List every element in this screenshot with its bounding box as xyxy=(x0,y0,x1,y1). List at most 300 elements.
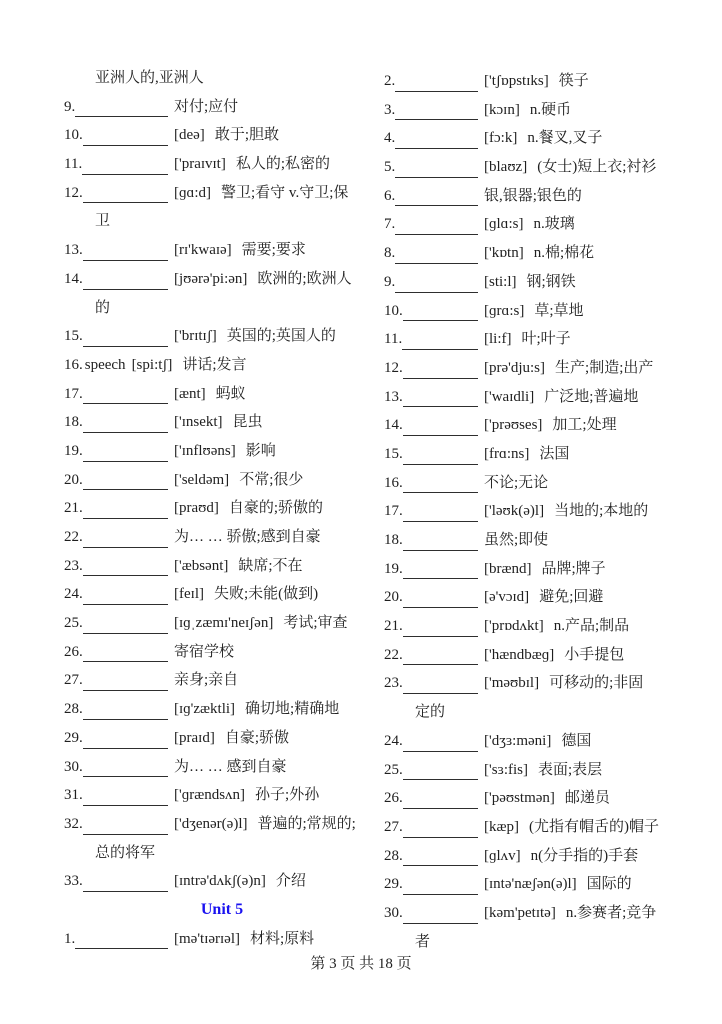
number-and-blank xyxy=(384,497,478,526)
phonetic-transcription: [kæp] xyxy=(484,818,519,835)
answer-blank-line xyxy=(403,863,478,866)
phonetic-transcription: ['kɒtn] xyxy=(484,245,524,262)
phonetic-transcription: [frɑ:ns] xyxy=(484,445,530,462)
vocab-item xyxy=(64,925,380,954)
vocab-item xyxy=(64,580,380,609)
chinese-definition: 自豪;骄傲 xyxy=(224,729,289,746)
chinese-definition: 需要;要求 xyxy=(241,242,306,259)
phonetic-transcription: [praʊd] xyxy=(174,500,219,517)
answer-blank-line xyxy=(83,459,168,462)
phonetic-transcription: [brænd] xyxy=(484,560,532,577)
chinese-definition: 材料;原料 xyxy=(250,930,315,947)
item-number: 13. xyxy=(384,388,403,405)
phonetic-transcription: [jʊərə'pi:ən] xyxy=(174,270,248,287)
number-and-blank xyxy=(384,641,478,670)
chinese-definition: 筷子 xyxy=(558,73,589,89)
number-and-blank xyxy=(384,383,478,412)
vocab-item xyxy=(384,727,718,756)
answer-blank-line xyxy=(395,261,478,264)
chinese-definition: 考试;审查 xyxy=(283,615,348,632)
item-number: 25. xyxy=(384,761,403,778)
item-number: 14. xyxy=(64,270,83,287)
chinese-definition: (女士)短上衣;衬衫 xyxy=(537,159,657,176)
answer-blank-line xyxy=(83,143,168,146)
vocab-item xyxy=(64,609,380,638)
phonetic-transcription: [spi:tʃ] xyxy=(131,356,173,373)
phonetic-transcription: [ɪɡ'zæktli] xyxy=(174,701,236,718)
answer-blank-line xyxy=(403,777,478,780)
number-and-blank xyxy=(384,67,478,96)
chinese-definition: 小手提包 xyxy=(564,646,625,663)
chinese-definition: 自豪的;骄傲的 xyxy=(228,500,324,517)
number-and-blank xyxy=(384,842,478,871)
vocab-item xyxy=(384,555,718,584)
answer-blank-line xyxy=(403,376,478,379)
item-number: 20. xyxy=(64,471,83,488)
vocab-item xyxy=(64,810,380,839)
number-and-blank xyxy=(64,781,168,810)
chinese-definition: 确切地;精确地 xyxy=(245,701,340,718)
answer-blank-line xyxy=(83,889,168,892)
chinese-definition: n.硬币 xyxy=(529,101,572,118)
number-and-blank xyxy=(64,380,168,409)
item-number: 7. xyxy=(384,216,396,233)
chinese-definition: 寄宿学校 xyxy=(174,643,235,660)
item-number: 17. xyxy=(64,385,83,402)
item-number: 3. xyxy=(384,101,396,118)
number-and-blank xyxy=(384,268,478,297)
vocab-item xyxy=(384,526,718,555)
vocab-item xyxy=(384,239,718,268)
chinese-definition: 草;草地 xyxy=(534,302,584,319)
phonetic-transcription: ['tʃɒpstɪks] xyxy=(484,73,549,89)
phonetic-transcription: [li:f] xyxy=(484,331,512,348)
item-number: 21. xyxy=(64,500,83,517)
vocab-item xyxy=(384,899,718,928)
chinese-definition: n.玻璃 xyxy=(533,216,575,233)
number-and-blank xyxy=(64,322,168,351)
phonetic-transcription: [ɪɡˌzæmɪ'neɪʃən] xyxy=(174,615,274,632)
answer-blank-line xyxy=(83,803,168,806)
number-and-blank xyxy=(384,411,478,440)
phonetic-transcription: [blaʊz] xyxy=(484,159,528,176)
phonetic-transcription: [ɡlɑ:s] xyxy=(484,216,524,233)
phonetic-transcription: [ænt] xyxy=(174,385,206,402)
vocab-item xyxy=(64,638,380,667)
number-and-blank xyxy=(64,93,168,122)
answer-blank-line xyxy=(403,462,478,465)
item-number: 22. xyxy=(64,529,83,545)
number-and-blank xyxy=(64,523,168,552)
answer-blank-line xyxy=(395,146,478,149)
number-and-blank xyxy=(384,756,478,785)
answer-blank-line xyxy=(83,717,168,720)
number-and-blank xyxy=(64,466,168,495)
answer-blank-line xyxy=(395,290,478,293)
item-number: 18. xyxy=(64,414,83,431)
number-and-blank xyxy=(384,297,478,326)
chinese-definition: 失败;未能(做到) xyxy=(213,586,319,603)
number-and-blank xyxy=(64,638,168,667)
number-and-blank xyxy=(384,469,478,498)
chinese-definition: 生产;制造;出产 xyxy=(555,359,654,376)
chinese-definition: 德国 xyxy=(561,732,592,749)
number-and-blank xyxy=(64,150,168,179)
chinese-definition: 敢于;胆敢 xyxy=(214,127,279,144)
chinese-definition: 普遍的;常规的; xyxy=(257,815,356,832)
chinese-definition: 讲话;发言 xyxy=(182,356,247,373)
number-and-blank xyxy=(384,96,478,125)
number-and-blank xyxy=(384,583,478,612)
vocab-item xyxy=(64,724,380,753)
chinese-definition: 孙子;外孙 xyxy=(255,787,320,804)
vocab-item xyxy=(384,669,718,698)
chinese-definition: 影响 xyxy=(245,442,276,459)
number-and-blank xyxy=(64,724,168,753)
chinese-definition: 不论;无论 xyxy=(484,474,549,491)
number-and-blank xyxy=(64,609,168,638)
vocab-item xyxy=(384,469,718,498)
vocab-item xyxy=(384,612,718,641)
answer-blank-line xyxy=(403,576,478,579)
phonetic-transcription: ['ləʊk(ə)l] xyxy=(484,503,545,520)
answer-blank-line xyxy=(83,487,168,490)
phonetic-transcription: ['prɒdʌkt] xyxy=(484,618,544,635)
item-number: 27. xyxy=(64,672,83,689)
answer-blank-line xyxy=(403,404,478,407)
item-number: 26. xyxy=(64,643,83,660)
answer-blank-line xyxy=(403,892,478,895)
number-and-blank xyxy=(384,325,478,354)
phonetic-transcription: ['praɪvɪt] xyxy=(174,156,226,173)
vocab-item xyxy=(384,268,718,297)
phonetic-transcription: [prə'dju:s] xyxy=(484,359,546,376)
answer-blank-line xyxy=(403,634,478,637)
chinese-definition: 避免;回避 xyxy=(539,589,604,606)
phonetic-transcription: [fɔ:k] xyxy=(484,130,518,147)
chinese-definition: 对付;应付 xyxy=(174,98,239,115)
answer-blank-line xyxy=(83,545,168,548)
number-and-blank xyxy=(384,813,478,842)
phonetic-transcription: ['pəʊstmən] xyxy=(484,790,555,807)
answer-blank-line xyxy=(83,287,168,290)
answer-blank-line xyxy=(83,602,168,605)
vocab-item xyxy=(384,67,718,96)
chinese-definition: 银,银器;银色的 xyxy=(484,187,582,204)
item-number: 29. xyxy=(64,729,83,746)
item-number: 32. xyxy=(64,815,83,832)
vocab-item xyxy=(64,666,380,695)
answer-blank-line xyxy=(83,746,168,749)
phonetic-transcription: [praɪd] xyxy=(174,729,215,746)
vocab-item xyxy=(64,121,380,150)
item-number: 27. xyxy=(384,818,403,835)
phonetic-transcription: [sti:l] xyxy=(484,273,517,290)
chinese-definition: 国际的 xyxy=(586,876,632,893)
vocab-item xyxy=(384,784,718,813)
vocab-item xyxy=(64,523,380,552)
wrapped-definition-line: 亚洲人的,亚洲人 xyxy=(95,70,204,86)
answer-blank-line xyxy=(83,200,168,203)
chinese-definition: 不常;很少 xyxy=(239,471,304,488)
item-number: 23. xyxy=(64,557,83,574)
chinese-definition: 为… … 骄傲;感到自豪 xyxy=(174,529,321,545)
answer-blank-line xyxy=(403,691,478,694)
number-and-blank xyxy=(64,351,126,380)
answer-blank-line xyxy=(83,573,168,576)
chinese-definition: 亲身;亲自 xyxy=(174,672,239,689)
number-and-blank xyxy=(64,437,168,466)
number-and-blank xyxy=(384,612,478,641)
vocab-item xyxy=(384,842,718,871)
answer-blank-line xyxy=(83,401,168,404)
chinese-definition: n.餐叉,叉子 xyxy=(527,130,603,147)
answer-blank-line xyxy=(75,114,168,117)
answer-blank-line xyxy=(83,344,168,347)
item-number: 31. xyxy=(64,787,83,804)
item-number: 10. xyxy=(384,302,403,319)
number-and-blank xyxy=(64,121,168,150)
item-number: 16. xyxy=(384,474,403,491)
phonetic-transcription: [kɔɪn] xyxy=(484,101,520,118)
phonetic-transcription: [deə] xyxy=(174,127,205,144)
answer-blank-line xyxy=(395,175,478,178)
chinese-definition: 蚂蚁 xyxy=(215,385,246,402)
number-and-blank xyxy=(384,899,478,928)
answer-blank-line xyxy=(395,203,478,206)
answer-blank-line xyxy=(395,89,478,92)
chinese-definition: n(分手指的)手套 xyxy=(530,847,639,864)
number-and-blank xyxy=(384,440,478,469)
item-number: 19. xyxy=(384,560,403,577)
answer-blank-line xyxy=(395,232,478,235)
vocab-item xyxy=(384,297,718,326)
number-and-blank xyxy=(64,753,168,782)
item-number: 11. xyxy=(384,331,403,348)
vocab-item xyxy=(384,210,718,239)
item-number: 19. xyxy=(64,442,83,459)
vocab-item xyxy=(384,153,718,182)
number-and-blank xyxy=(384,784,478,813)
item-number: 12. xyxy=(384,359,403,376)
answer-blank-line xyxy=(83,258,168,261)
wrapped-definition-line: 总的将军 xyxy=(95,844,156,861)
item-number: 24. xyxy=(384,732,403,749)
chinese-definition: 表面;表层 xyxy=(538,761,603,778)
chinese-definition: 可移动的;非固 xyxy=(549,675,644,692)
phonetic-transcription: ['brɪtɪʃ] xyxy=(174,328,217,345)
phonetic-transcription: [mə'tɪərɪəl] xyxy=(174,930,240,947)
vocab-item xyxy=(64,867,380,896)
wrapped-definition-line: 的 xyxy=(95,299,111,316)
number-and-blank xyxy=(64,580,168,609)
phonetic-transcription: ['məʊbɪl] xyxy=(484,675,540,692)
answer-blank-line xyxy=(403,548,478,551)
answer-blank-line xyxy=(403,749,478,752)
item-number: 8. xyxy=(384,245,396,262)
item-number: 14. xyxy=(384,417,403,434)
vocab-item xyxy=(64,437,380,466)
unit-heading: Unit 5 xyxy=(200,900,244,918)
chinese-definition: 虽然;即使 xyxy=(484,532,549,548)
number-and-blank xyxy=(384,182,478,211)
vocab-item xyxy=(384,583,718,612)
vocab-item xyxy=(64,408,380,437)
item-number: 33. xyxy=(64,873,83,890)
phonetic-transcription: ['waɪdli] xyxy=(484,388,535,405)
right-column xyxy=(384,67,718,956)
phonetic-transcription: [ɡlʌv] xyxy=(484,847,521,864)
item-number: 21. xyxy=(384,618,403,635)
answer-blank-line xyxy=(395,117,478,120)
vocab-item xyxy=(64,781,380,810)
wrapped-definition-line: 者 xyxy=(415,933,431,950)
wrapped-definition-line: 卫 xyxy=(95,213,111,230)
chinese-definition: 当地的;本地的 xyxy=(554,503,649,520)
number-and-blank xyxy=(64,810,168,839)
item-number: 30. xyxy=(384,904,403,921)
number-and-blank xyxy=(64,666,168,695)
number-and-blank xyxy=(64,179,168,208)
answer-blank-line xyxy=(403,662,478,665)
chinese-definition: 加工;处理 xyxy=(552,417,617,434)
phonetic-transcription: ['dʒenər(ə)l] xyxy=(174,815,248,832)
item-number: 29. xyxy=(384,876,403,893)
vocab-item xyxy=(64,695,380,724)
answer-blank-line xyxy=(403,433,478,436)
vocab-item xyxy=(64,466,380,495)
answer-blank-line xyxy=(83,832,168,835)
item-number: 6. xyxy=(384,187,396,204)
phonetic-transcription: [ə'vɔɪd] xyxy=(484,589,530,606)
vocab-item xyxy=(64,236,380,265)
item-number: 9. xyxy=(384,273,396,290)
vocab-item xyxy=(64,753,380,782)
vocab-item xyxy=(64,322,380,351)
chinese-definition: 为… … 感到自豪 xyxy=(174,758,287,775)
chinese-definition: 叶;叶子 xyxy=(521,331,571,348)
phonetic-transcription: ['ɪnsekt] xyxy=(174,414,223,431)
item-number: 30. xyxy=(64,758,83,775)
answer-blank-line xyxy=(403,806,478,809)
chinese-definition: 介绍 xyxy=(275,873,306,890)
vocab-item xyxy=(64,494,380,523)
chinese-definition: n.产品;制品 xyxy=(553,618,630,635)
phonetic-transcription: ['dʒɜ:məni] xyxy=(484,732,552,749)
chinese-definition: 法国 xyxy=(539,445,570,462)
item-number: 20. xyxy=(384,589,403,606)
answer-blank-line xyxy=(83,774,168,777)
vocab-item xyxy=(384,813,718,842)
item-number: 24. xyxy=(64,586,83,603)
number-and-blank xyxy=(64,408,168,437)
vocab-item xyxy=(384,411,718,440)
answer-blank-line xyxy=(75,946,168,949)
vocab-item xyxy=(64,351,380,380)
item-number: 13. xyxy=(64,242,83,259)
phonetic-transcription: ['prəʊses] xyxy=(484,417,543,434)
chinese-definition: (尤指有帽舌的)帽子 xyxy=(529,818,659,835)
vocab-item xyxy=(64,179,380,208)
number-and-blank xyxy=(64,695,168,724)
answer-blank-line xyxy=(83,516,168,519)
number-and-blank xyxy=(384,526,478,555)
vocab-item xyxy=(384,641,718,670)
answer-blank-line xyxy=(82,172,168,175)
number-and-blank xyxy=(64,552,168,581)
item-number: 23. xyxy=(384,675,403,692)
vocab-item xyxy=(384,870,718,899)
chinese-definition: 欧洲的;欧洲人 xyxy=(257,270,352,287)
vocab-item xyxy=(64,552,380,581)
answer-blank-line xyxy=(403,605,478,608)
chinese-definition: 邮递员 xyxy=(564,790,610,807)
item-number: 1. xyxy=(64,930,76,947)
answer-blank-line xyxy=(403,921,478,924)
vocab-item xyxy=(64,380,380,409)
vocab-item xyxy=(384,124,718,153)
phonetic-transcription: ['ɡrændsʌn] xyxy=(174,787,246,804)
number-and-blank xyxy=(384,727,478,756)
vocab-item xyxy=(64,93,380,122)
number-and-blank xyxy=(64,494,168,523)
chinese-definition: 警卫;看守 v.守卫;保 xyxy=(221,184,349,201)
number-and-blank xyxy=(64,265,168,294)
item-number: 5. xyxy=(384,159,396,176)
item-number: 28. xyxy=(64,701,83,718)
phonetic-transcription: ['æbsənt] xyxy=(174,557,229,574)
number-and-blank xyxy=(384,124,478,153)
phonetic-transcription: [rɪ'kwaɪə] xyxy=(174,242,232,259)
answer-blank-line xyxy=(403,835,478,838)
chinese-definition: 钢;钢铁 xyxy=(526,273,576,290)
phonetic-transcription: ['seldəm] xyxy=(174,471,230,488)
phonetic-transcription: [ɡrɑ:s] xyxy=(484,302,525,319)
number-and-blank xyxy=(64,236,168,265)
answer-blank-line xyxy=(83,688,168,691)
vocab-item xyxy=(64,150,380,179)
item-number: 22. xyxy=(384,646,403,663)
vocab-item xyxy=(384,440,718,469)
vocab-item xyxy=(384,96,718,125)
vocab-item xyxy=(384,756,718,785)
number-and-blank xyxy=(384,870,478,899)
number-and-blank xyxy=(384,669,478,698)
phonetic-transcription: [ɪntə'næʃən(ə)l] xyxy=(484,876,577,893)
wrapped-definition-line: 定的 xyxy=(415,704,446,721)
phonetic-transcription: [ɪntrə'dʌkʃ(ə)n] xyxy=(174,873,266,890)
chinese-definition: n.参赛者;竞争 xyxy=(565,904,657,921)
vocab-item xyxy=(384,325,718,354)
phonetic-transcription: ['ɪnflʊəns] xyxy=(174,442,236,459)
phonetic-transcription: [ɡɑ:d] xyxy=(174,184,212,201)
vocab-item xyxy=(384,182,718,211)
chinese-definition: 品牌;牌子 xyxy=(541,560,606,577)
item-number: 18. xyxy=(384,532,403,548)
vocab-item xyxy=(384,497,718,526)
phonetic-transcription: ['sɜ:fis] xyxy=(484,761,528,778)
phonetic-transcription: [feɪl] xyxy=(174,586,204,603)
chinese-definition: 缺席;不在 xyxy=(238,557,303,574)
answer-blank-line xyxy=(403,318,478,321)
answer-blank-line xyxy=(403,490,478,493)
left-column xyxy=(64,64,380,953)
answer-blank-line xyxy=(402,347,478,350)
answer-blank-line xyxy=(83,659,168,662)
number-and-blank xyxy=(64,925,168,954)
vocab-item xyxy=(64,265,380,294)
item-number: 15. xyxy=(64,328,83,345)
